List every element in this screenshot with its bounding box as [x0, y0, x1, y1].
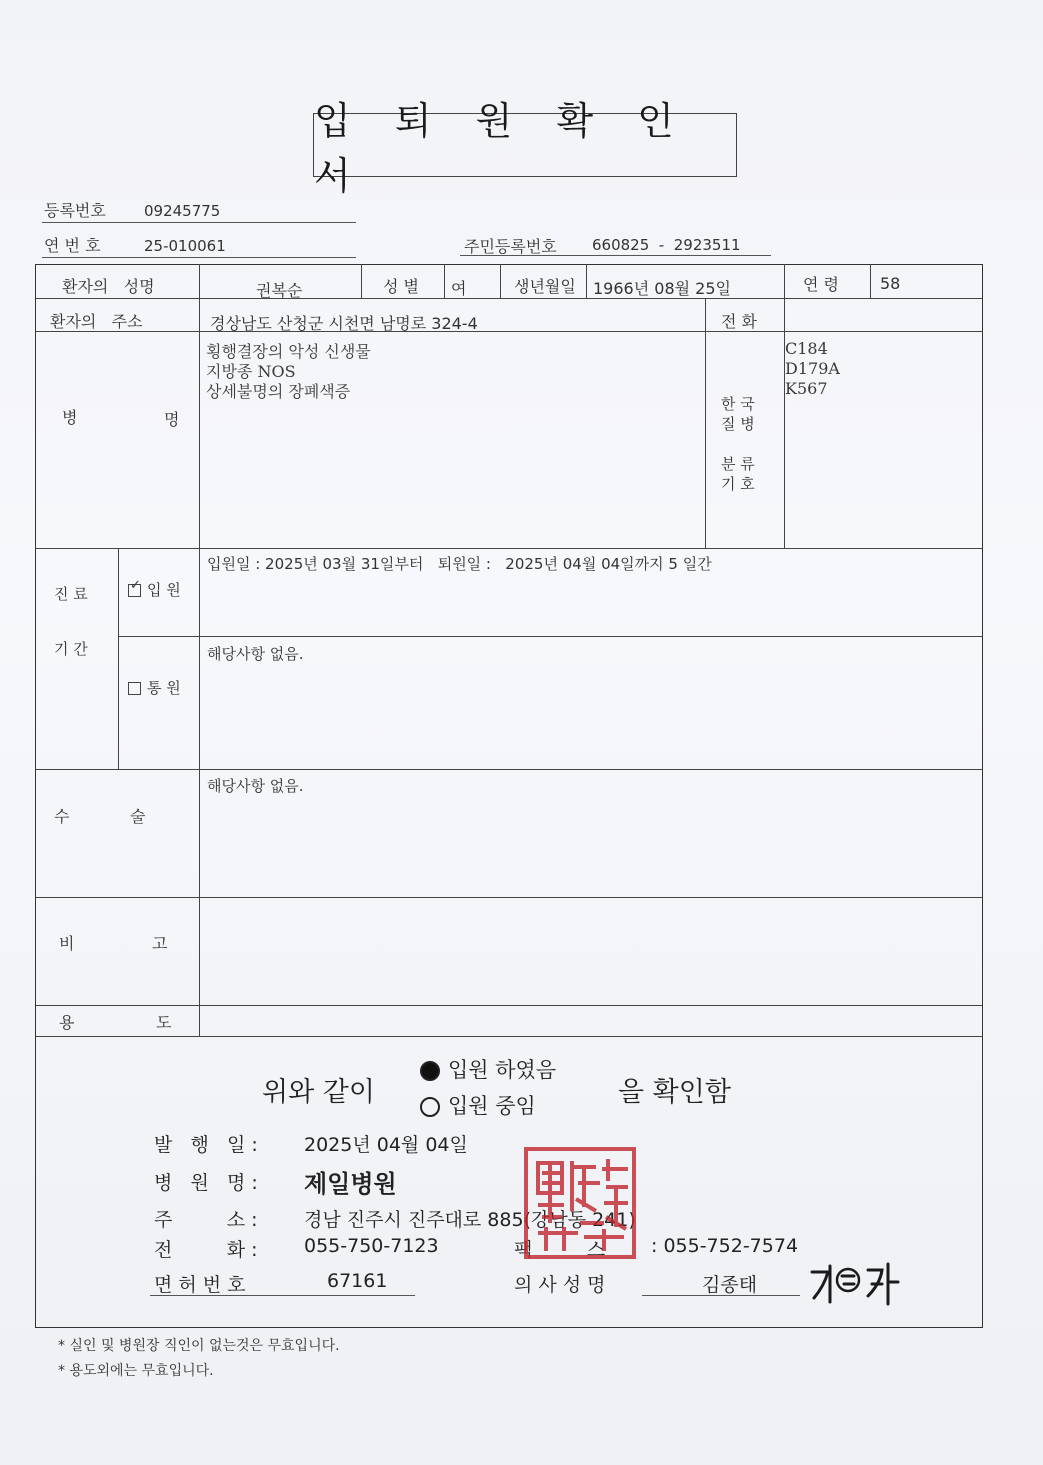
option-1-label: 입원 하였음	[448, 1058, 557, 1082]
sex-label: 성 별	[383, 277, 419, 296]
address-value: 경상남도 산청군 시천면 남명로 324-4	[210, 314, 478, 333]
serial-no-underline	[42, 257, 356, 258]
hospital-label: 병 원 명 :	[154, 1172, 258, 1194]
birth-label: 생년월일	[514, 277, 576, 296]
reg-no-underline	[42, 222, 356, 223]
hospital-phone-value: 055-750-7123	[304, 1235, 439, 1257]
hospital-phone-label: 전 화 :	[154, 1239, 258, 1261]
age-value: 58	[880, 274, 901, 293]
outpatient-text: 해당사항 없음.	[207, 645, 304, 663]
issue-date-value: 2025년 04월 04일	[304, 1134, 468, 1156]
disease-code: C184	[785, 339, 828, 358]
doctor-signature	[808, 1258, 903, 1308]
option-2-radio	[420, 1097, 440, 1117]
license-value: 67161	[327, 1270, 388, 1292]
disease-line: 횡행결장의 악성 신생물	[206, 342, 371, 361]
resident-no-label: 주민등록번호	[464, 237, 557, 256]
remarks-label-right: 고	[152, 934, 168, 953]
outpatient-label: 통 원	[147, 679, 181, 697]
code-label-1: 한 국	[721, 395, 755, 413]
disease-list	[206, 342, 371, 402]
reg-no-value: 09245775	[144, 202, 221, 220]
hospital-fax-value: : 055-752-7574	[651, 1235, 799, 1257]
sex-value: 여	[451, 279, 467, 298]
seal-icon	[520, 1143, 640, 1263]
disease-line: 상세불명의 장폐색증	[206, 382, 351, 401]
license-underline	[150, 1295, 415, 1296]
hospital-fax-label: 팩 스	[514, 1239, 606, 1261]
reg-no-label: 등록번호	[44, 201, 106, 220]
confirm-suffix: 을 확인함	[618, 1077, 731, 1108]
hospital-value: 제일병원	[304, 1170, 397, 1198]
age-label: 연 령	[803, 275, 839, 294]
outpatient-checkbox	[128, 682, 141, 695]
disease-code: K567	[785, 379, 828, 398]
hospital-seal-stamp	[520, 1143, 640, 1263]
treatment-label-2: 기 간	[54, 640, 88, 658]
purpose-label-right: 도	[156, 1013, 172, 1032]
hospital-address-label: 주 소 :	[154, 1209, 258, 1231]
option-2-label: 입원 중임	[448, 1094, 536, 1118]
document-title: 입 퇴 원 확 인 서	[313, 113, 737, 177]
inpatient-label: 입 원	[147, 581, 181, 599]
footnote: * 실인 및 병원장 직인이 없는것은 무효입니다.	[58, 1338, 340, 1354]
name-value: 권복순	[256, 281, 303, 300]
confirm-option-2	[420, 1090, 536, 1120]
address-label: 환자의 주소	[50, 312, 143, 331]
confirm-prefix: 위와 같이	[262, 1077, 375, 1108]
disease-line: 지방종 NOS	[206, 362, 296, 381]
disease-codes	[785, 339, 840, 399]
treatment-label-1: 진 료	[54, 585, 88, 603]
disease-label-left: 병	[62, 408, 78, 427]
serial-no-label: 연 번 호	[44, 236, 101, 255]
resident-no-value: 660825 - 2923511	[592, 236, 741, 254]
license-label: 면 허 번 호	[154, 1274, 246, 1296]
issue-date-label: 발 행 일 :	[154, 1134, 258, 1156]
option-1-radio	[420, 1061, 440, 1081]
hospital-address-value: 경남 진주시 진주대로 885(강남동 241)	[304, 1209, 636, 1231]
code-label-3: 분 류	[721, 455, 755, 473]
disease-code: D179A	[785, 359, 840, 378]
code-label-2: 질 병	[721, 415, 755, 433]
resident-no-underline	[460, 255, 771, 256]
birth-value: 1966년 08월 25일	[593, 279, 731, 298]
surgery-label-right: 술	[130, 807, 146, 826]
doctor-underline	[642, 1295, 800, 1296]
surgery-text: 해당사항 없음.	[207, 777, 304, 795]
inpatient-option	[128, 579, 181, 600]
disease-label-right: 명	[164, 410, 180, 429]
inpatient-period: 입원일 : 2025년 03월 31일부터 퇴원일 : 2025년 04월 04일까지 5 일간	[207, 555, 712, 573]
doctor-value: 김종태	[702, 1274, 758, 1296]
phone-label: 전 화	[721, 312, 757, 331]
surgery-label-left: 수	[54, 807, 70, 826]
confirm-option-1	[420, 1054, 556, 1084]
doctor-label: 의 사 성 명	[514, 1274, 606, 1296]
name-label: 환자의 성명	[62, 277, 155, 296]
remarks-label-left: 비	[59, 934, 75, 953]
inpatient-checkbox	[128, 584, 141, 597]
outpatient-option	[128, 677, 181, 698]
footnote: * 용도외에는 무효입니다.	[58, 1363, 214, 1379]
purpose-label-left: 용	[59, 1013, 75, 1032]
serial-no-value: 25-010061	[144, 237, 226, 255]
code-label-4: 기 호	[721, 475, 755, 493]
